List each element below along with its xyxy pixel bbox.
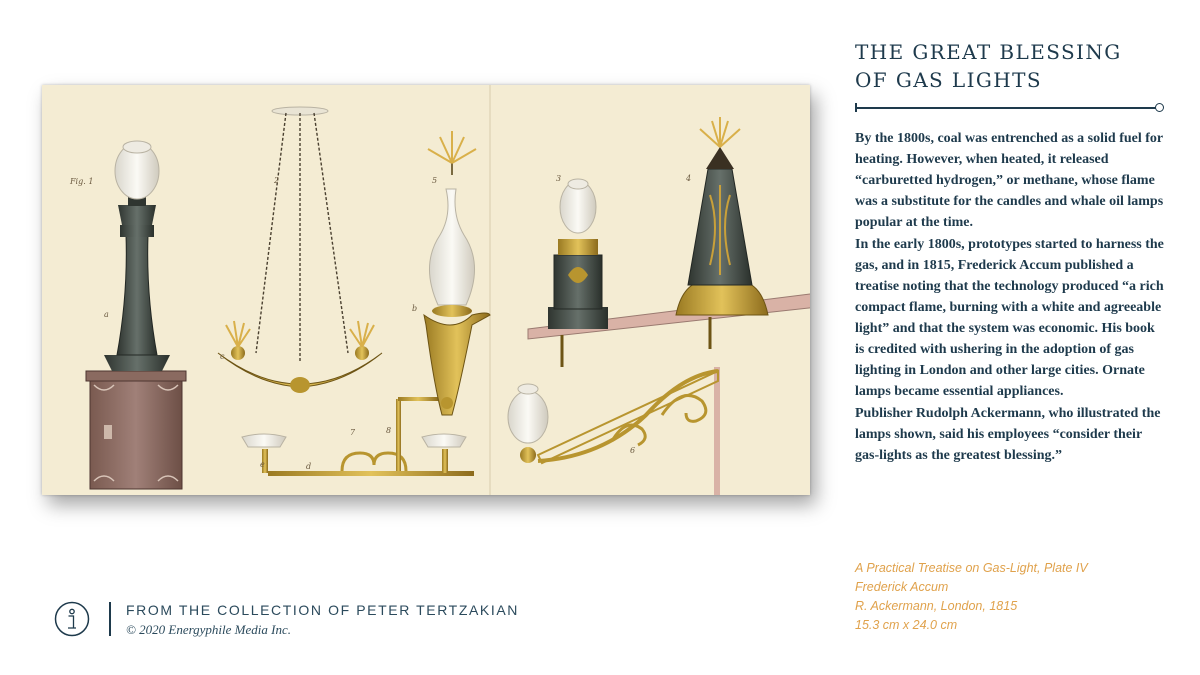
image-caption [855, 559, 1175, 635]
plate-letter-d: d [306, 462, 312, 471]
body-paragraph: By the 1800s, coal was entrenched as a solid fuel for heating. However, when heated, it released “carburetted hydrogen,” or methane, whose flame was a substitute for the candles and whale oil lamps popular at the time. [855, 131, 1164, 230]
title-divider [855, 102, 1165, 112]
gas-lamps-engraving [42, 85, 810, 495]
plate-number-5: 5 [432, 176, 438, 185]
caption-publisher: R. Ackermann, London, 1815 [855, 599, 1018, 613]
plate-number-7: 7 [350, 428, 356, 437]
collection-credit: FROM THE COLLECTION OF PETER TERTZAKIAN [126, 602, 519, 618]
scroll-wall-bracket-figure [508, 367, 720, 495]
plate-number-4: 4 [686, 174, 692, 183]
obelisk-lamp-on-shelf-figure [676, 117, 768, 315]
hanging-chandelier-figure [218, 107, 382, 393]
copyright-notice: © 2020 Energyphile Media Inc. [126, 622, 291, 637]
caption-dimensions: 15.3 cm x 24.0 cm [855, 618, 958, 632]
column-lamp-on-shelf-figure [548, 179, 608, 329]
wall-bracket-vase-lamp-figure [424, 131, 490, 415]
body-paragraph: In the early 1800s, prototypes started to harness the gas, and in 1815, Frederick Accum published a treatise noting that the technology produced “a rich compact flame, burning with a white and agreeable light” and that the system was economic. His book is credited with ushering in the adoption of gas lighting in London and other large cities. Ornate lamps became essential appliances. [855, 237, 1164, 399]
fig-label: Fig. 1 [70, 177, 94, 186]
plate-number-3: 3 [556, 174, 562, 183]
caption-author: Frederick Accum [855, 580, 949, 594]
footer-separator [109, 602, 111, 636]
panel-title-line-1: THE GREAT BLESSING [855, 40, 1122, 64]
plate-number-8: 8 [386, 426, 392, 435]
caption-title: A Practical Treatise on Gas-Light, Plate IV [855, 561, 1088, 575]
plate-letter-c: c [220, 352, 225, 361]
panel-title [855, 38, 1165, 94]
body-paragraph: Publisher Rudolph Ackermann, who illustrated the lamps shown, said his employees “consider their gas-lights as the greatest blessing.” [855, 406, 1161, 463]
lamp-illustration-plate [42, 85, 810, 495]
bracket-burner-figure [242, 397, 474, 476]
panel-title-line-2: OF GAS LIGHTS [855, 68, 1042, 92]
divider-circle-icon [1155, 103, 1164, 112]
plate-letter-e: e [260, 460, 265, 469]
info-icon[interactable] [54, 601, 90, 637]
panel-body [855, 128, 1167, 467]
plate-number-2: 2 [274, 176, 280, 185]
plate-letter-b: b [412, 304, 418, 313]
plate-number-6: 6 [630, 446, 636, 455]
plate-letter-a: a [104, 310, 109, 319]
pedestal-lamp-figure [86, 141, 186, 489]
